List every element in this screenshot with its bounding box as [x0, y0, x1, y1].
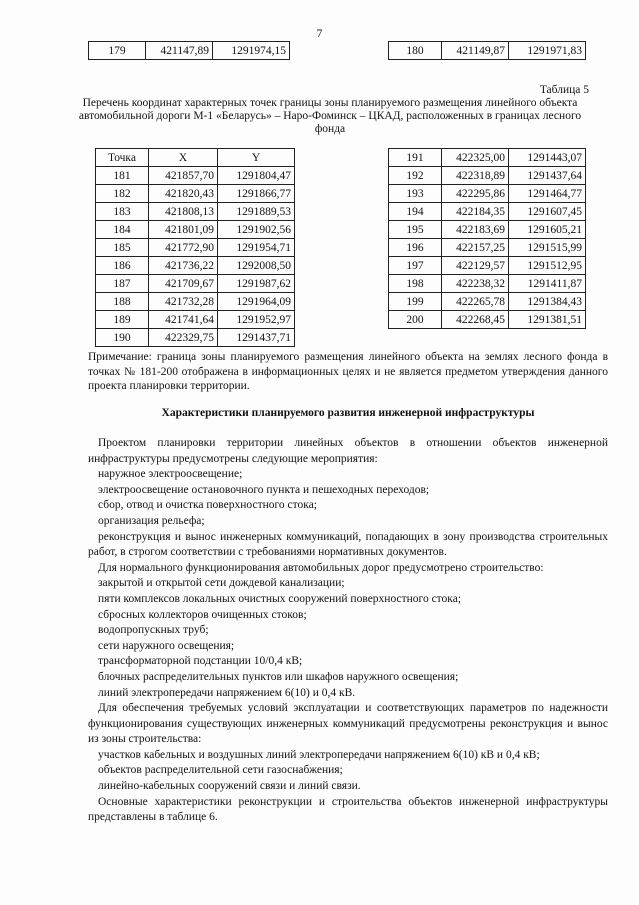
table-cell: 1291954,71 — [218, 239, 295, 257]
table-header-row — [96, 149, 295, 167]
table-cell: 182 — [96, 185, 149, 203]
table-row — [96, 311, 295, 329]
column-header: Y — [218, 149, 295, 167]
coords-table-right — [388, 148, 586, 329]
paragraph: блочных распределительных пунктов или шкафов наружного освещения; — [98, 670, 459, 683]
table-row — [389, 293, 586, 311]
table-cell: 195 — [389, 221, 442, 239]
table-row — [389, 167, 586, 185]
table-cell: 422329,75 — [149, 329, 218, 347]
table-row — [389, 311, 586, 329]
table-cell: 421741,64 — [149, 311, 218, 329]
table-cell: 422295,86 — [442, 185, 509, 203]
table-cell: 186 — [96, 257, 149, 275]
table-cell: 181 — [96, 167, 149, 185]
table-cell: 180 — [389, 42, 442, 60]
paragraph: сбросных коллекторов очищенных стоков; — [98, 608, 307, 621]
table-row — [96, 185, 295, 203]
table-cell: 1291889,53 — [218, 203, 295, 221]
table-cell: 187 — [96, 275, 149, 293]
table-row — [96, 257, 295, 275]
table-cell: 422265,78 — [442, 293, 509, 311]
table-cell: 1291512,95 — [509, 257, 586, 275]
table-cell: 1291964,09 — [218, 293, 295, 311]
table-row — [389, 149, 586, 167]
table-cell: 1291381,51 — [509, 311, 586, 329]
paragraph: реконструкция и вынос инженерных коммуникаций, попадающих в зону производства строительных работ, в строгом соответствии с требованиями нормативных документов. — [88, 530, 608, 559]
table-cell: 1291866,77 — [218, 185, 295, 203]
table-cell: 1291384,43 — [509, 293, 586, 311]
table-cell: 421857,70 — [149, 167, 218, 185]
table-row — [96, 167, 295, 185]
table-cell: 184 — [96, 221, 149, 239]
paragraph: сбор, отвод и очистка поверхностного стока; — [98, 499, 317, 512]
table-cell: 1291804,47 — [218, 167, 295, 185]
table-cell: 421772,90 — [149, 239, 218, 257]
table-row — [389, 239, 586, 257]
table-cell: 1292008,50 — [218, 257, 295, 275]
paragraph: закрытой и открытой сети дождевой канализации; — [98, 577, 345, 590]
table-cell: 200 — [389, 311, 442, 329]
table-cell: 1291437,71 — [218, 329, 295, 347]
table-cell: 1291902,56 — [218, 221, 295, 239]
paragraph: линейно-кабельных сооружений связи и линий связи. — [98, 780, 361, 793]
table-cell: 189 — [96, 311, 149, 329]
table-cell: 190 — [96, 329, 149, 347]
table-cell: 1291971,83 — [509, 42, 586, 60]
table-cell: 421147,89 — [146, 42, 213, 60]
table-cell: 196 — [389, 239, 442, 257]
table-cell: 1291443,07 — [509, 149, 586, 167]
paragraph: наружное электроосвещение; — [98, 468, 243, 481]
table-cell: 421149,87 — [442, 42, 509, 60]
table-cell: 194 — [389, 203, 442, 221]
coords-table-left — [95, 148, 295, 347]
table-cell: 422238,32 — [442, 275, 509, 293]
table-row — [389, 42, 586, 60]
paragraph: пяти комплексов локальных очистных сооружений поверхностного стока; — [98, 592, 462, 605]
table-cell: 199 — [389, 293, 442, 311]
paragraph: Проектом планировки территории линейных объектов в отношении объектов инженерной инфраструктуры предусмотрены следующие мероприятия: — [88, 437, 608, 465]
top-right-table — [388, 41, 586, 60]
paragraph: организация рельефа; — [98, 514, 205, 527]
table-row — [96, 221, 295, 239]
table-cell: 198 — [389, 275, 442, 293]
table-body — [96, 167, 295, 347]
table-cell: 422157,25 — [442, 239, 509, 257]
table-row — [96, 329, 295, 347]
table-row — [89, 42, 290, 60]
paragraph: Основные характеристики реконструкции и строительства объектов инженерной инфраструктуры представлены в таблице 6. — [88, 795, 608, 824]
table-cell: 422325,00 — [442, 149, 509, 167]
table-cell: 422129,57 — [442, 257, 509, 275]
section-heading: Характеристики планируемого развития инженерной инфраструктуры — [161, 407, 535, 419]
paragraph: электроосвещение остановочного пункта и пешеходных переходов; — [98, 483, 430, 496]
table-row — [96, 293, 295, 311]
paragraph: трансформаторной подстанции 10/0,4 кВ; — [98, 655, 303, 668]
table-row — [96, 275, 295, 293]
table-cell: 191 — [389, 149, 442, 167]
table-cell: 1291605,21 — [509, 221, 586, 239]
paragraph: объектов распределительной сети газоснабжения; — [98, 764, 343, 777]
table-cell: 422184,35 — [442, 203, 509, 221]
table-cell: 421801,09 — [149, 221, 218, 239]
table-cell: 421820,43 — [149, 185, 218, 203]
paragraph: Для обеспечения требуемых условий эксплуатации и соответствующих параметров по надежности функционирования существующих инженерных коммуникаций предусмотрены реконструкция и вынос из зоны строительства: — [88, 702, 608, 746]
table-row — [96, 203, 295, 221]
table-cell: 192 — [389, 167, 442, 185]
table-cell: 422318,89 — [442, 167, 509, 185]
table-row — [389, 257, 586, 275]
table-cell: 422268,45 — [442, 311, 509, 329]
table-title: Перечень координат характерных точек границы зоны планируемого размещения линейного объекта автомобильной дороги М-1 «Беларусь» – Наро-Фоминск – ЦКАД, расположенных в границах лесного фонда — [78, 97, 582, 135]
column-header: Точка — [96, 149, 149, 167]
table-cell: 421808,13 — [149, 203, 218, 221]
page-number: 7 — [316, 28, 323, 40]
table-row — [389, 221, 586, 239]
table-cell: 1291974,15 — [213, 42, 290, 60]
table-cell: 1291464,77 — [509, 185, 586, 203]
table-cell: 1291515,99 — [509, 239, 586, 257]
table-cell: 1291987,62 — [218, 275, 295, 293]
paragraph: линий электропередачи напряжением 6(10) и 0,4 кВ. — [98, 686, 356, 699]
column-header: X — [149, 149, 218, 167]
table-cell: 1291607,45 — [509, 203, 586, 221]
table-cell: 183 — [96, 203, 149, 221]
table-cell: 188 — [96, 293, 149, 311]
table-cell: 421736,22 — [149, 257, 218, 275]
paragraph: сети наружного освещения; — [98, 639, 235, 652]
table-cell: 197 — [389, 257, 442, 275]
table-row — [389, 203, 586, 221]
table-cell: 1291411,87 — [509, 275, 586, 293]
table-cell: 1291952,97 — [218, 311, 295, 329]
table-cell: 193 — [389, 185, 442, 203]
paragraph: участков кабельных и воздушных линий электропередачи напряжением 6(10) кВ и 0,4 кВ; — [98, 748, 540, 761]
table-row — [96, 239, 295, 257]
paragraph: Для нормального функционирования автомобильных дорог предусмотрено строительство: — [98, 561, 544, 574]
table-cell: 1291437,64 — [509, 167, 586, 185]
note: Примечание: граница зоны планируемого размещения линейного объекта на землях лесного фонда в точках № 181-200 отображена в информационных целях и не является предметом утверждения данного проекта планировки территории. — [88, 351, 608, 392]
table-row — [389, 275, 586, 293]
body-text — [88, 436, 608, 826]
table-cell: 421732,28 — [149, 293, 218, 311]
table-cell: 421709,67 — [149, 275, 218, 293]
top-left-table — [88, 41, 290, 60]
table-cell: 422183,69 — [442, 221, 509, 239]
table-cell: 179 — [89, 42, 146, 60]
table-label: Таблица 5 — [539, 84, 589, 96]
table-body — [389, 149, 586, 329]
table-cell: 185 — [96, 239, 149, 257]
table-row — [389, 185, 586, 203]
paragraph: водопропускных труб; — [98, 624, 209, 637]
